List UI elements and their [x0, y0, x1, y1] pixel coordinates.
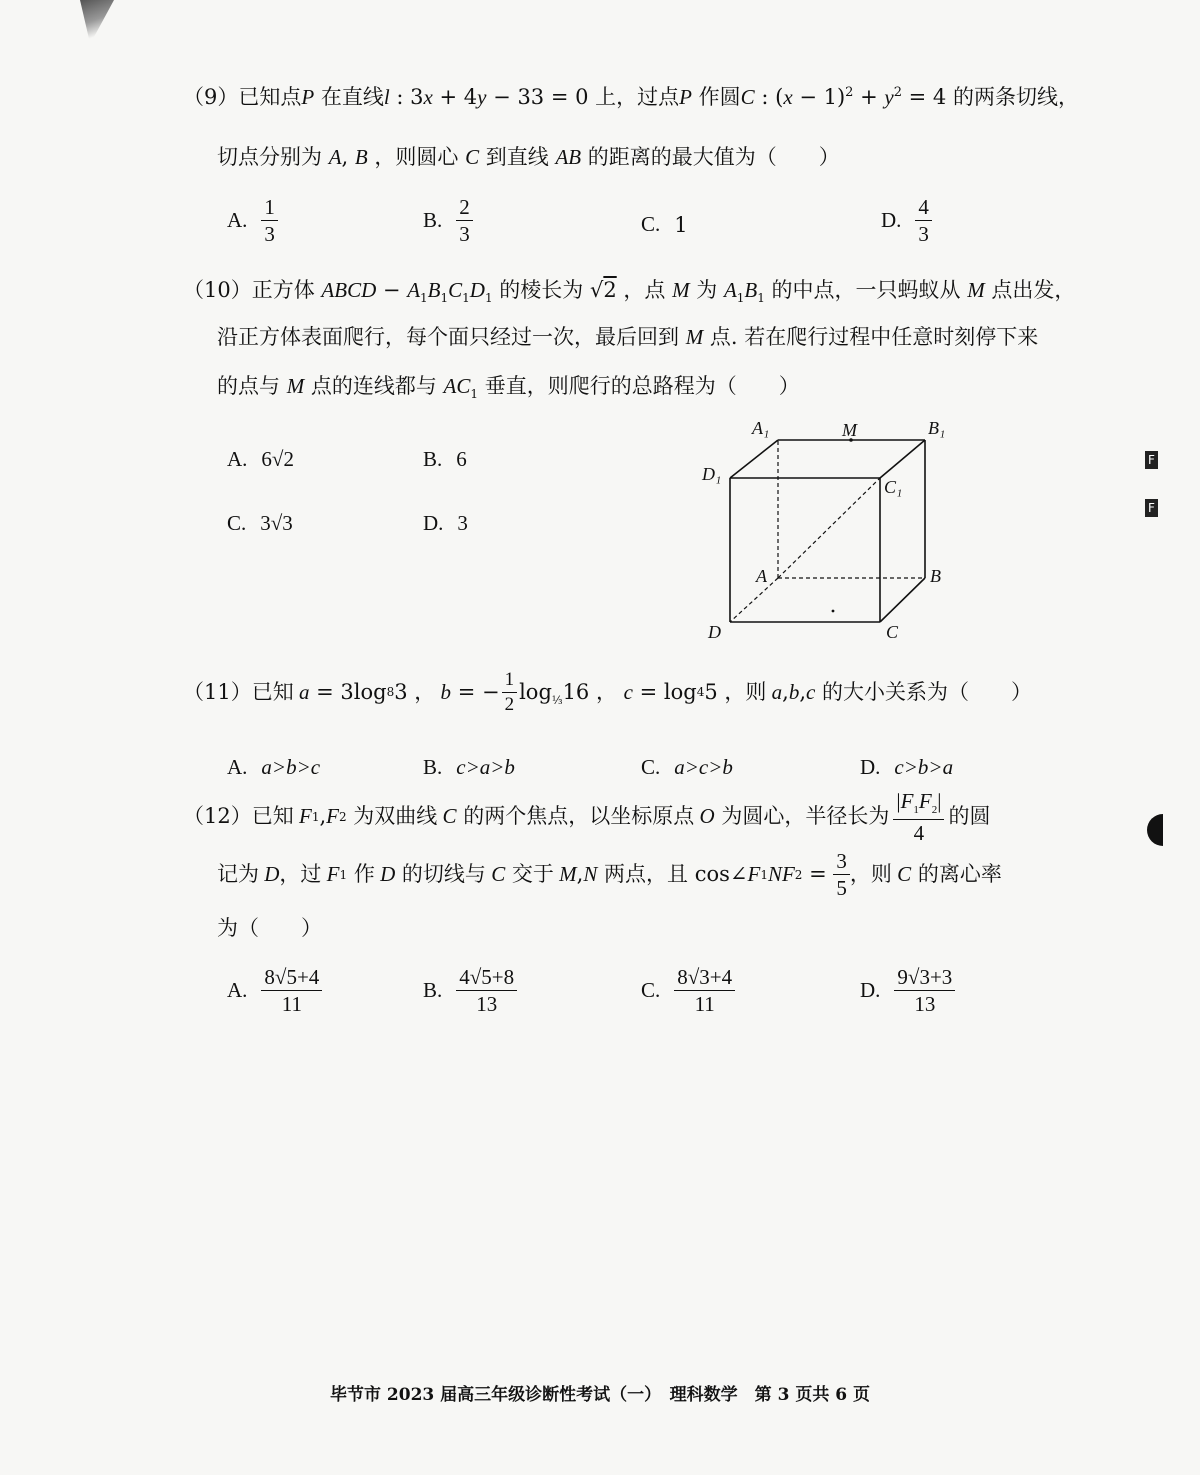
label-d1: D₁ — [702, 464, 722, 484]
edge-a-d — [730, 578, 778, 622]
q10-line2: 沿正方体表面爬行，每个面只经过一次，最后回到 M 点. 若在爬行过程中任意时刻停下来 — [217, 325, 1039, 349]
side-mark-f-2: F — [1145, 499, 1158, 517]
q11-option-d[interactable]: D. c>b>a — [860, 755, 954, 779]
q12-line1: （12） 已知 F 1 , F 2 为双曲线 C 的两个焦点，以坐标原点 O 为圆心，半径长为 $\frac{|F_1F_2|}{4}$ 的圆 — [183, 789, 991, 845]
q9-option-b[interactable]: B. $\frac{2}{3}$ — [423, 196, 473, 245]
q12-option-b[interactable]: B. $\frac{4√5+8}{13}$ — [423, 966, 517, 1015]
q12-line2: 记为 D ，过 F 1 作 D 的切线与 C 交于 M , N 两点，且 cos∠ F 1 NF 2 = $\frac{3}{5}$ ，则 C 的离心率 — [217, 849, 1002, 901]
q12-option-c[interactable]: C. $\frac{8√3+4}{11}$ — [641, 966, 735, 1015]
edge-b-c — [880, 578, 925, 622]
dot-mark — [832, 610, 835, 613]
q10-option-b[interactable]: B. 6 — [423, 447, 467, 471]
q10-option-c[interactable]: C. 3√3 — [227, 511, 293, 535]
diagonal-a-c1 — [778, 478, 880, 578]
q11-option-c[interactable]: C. a>c>b — [641, 755, 733, 779]
cube-figure — [690, 410, 960, 655]
edge-c1-b1 — [880, 440, 925, 478]
q9-option-a[interactable]: A. $\frac{1}{3}$ — [227, 196, 278, 245]
q10-line3: 的点与 M 点的连线都与 $AC_1$ 垂直，则爬行的总路程为（ ） — [217, 374, 800, 402]
label-c: C — [886, 622, 899, 642]
scan-corner-mark — [80, 0, 114, 44]
label-b1: B₁ — [928, 418, 946, 438]
label-c1: C₁ — [884, 477, 903, 497]
label-a: A — [756, 566, 767, 586]
edge-d1-a1 — [730, 440, 778, 478]
side-mark-f-1: F — [1145, 451, 1158, 469]
q11-line: （11） 已知 a = 3log 8 3 ， b = − $\frac{1}{2}$ log $_{\frac{1}{3}}$ 16 ， c = log 4 5 ，则 a , b , c 的大小关系为（ ） — [183, 669, 1033, 715]
q12-option-d[interactable]: D. $\frac{9√3+3}{13}$ — [860, 966, 955, 1015]
label-m: M — [842, 420, 857, 440]
q11-option-a[interactable]: A. a>b>c — [227, 755, 321, 779]
q9-line2: 切点分别为 A, B ，则圆心 C 到直线 AB 的距离的最大值为（ ） — [217, 145, 840, 169]
binding-hole-mark — [1147, 814, 1163, 846]
q9-option-d[interactable]: D. $\frac{4}{3}$ — [881, 196, 932, 245]
q12-option-a[interactable]: A. $\frac{8√5+4}{11}$ — [227, 966, 322, 1015]
label-a1: A₁ — [752, 418, 770, 438]
label-d: D — [708, 622, 721, 642]
q11-option-b[interactable]: B. c>a>b — [423, 755, 515, 779]
q12-line3: 为（ ） — [217, 916, 322, 940]
q10-option-a[interactable]: A. 6√2 — [227, 447, 294, 471]
q9-option-c[interactable]: C. 1 — [641, 212, 688, 237]
q10-line1: （10）正方体 ABCD − $A_1B_1C_1D_1$ 的棱长为 √2 ，点 M 为 $A_1B_1$ 的中点，一只蚂蚁从 M 点出发， — [183, 278, 1076, 306]
page-footer: 毕节市 2023 届高三年级诊断性考试（一） 理科数学 第 3 页共 6 页 — [330, 1385, 870, 1405]
label-b: B — [930, 566, 941, 586]
q9-line1: （9）已知点P 在直线l : 3x + 4y − 33 = 0 上，过点P 作圆C : $(x - 1)^2 + y^2 = 4$ 的两条切线， — [183, 85, 1079, 109]
q10-option-d[interactable]: D. 3 — [423, 511, 468, 535]
